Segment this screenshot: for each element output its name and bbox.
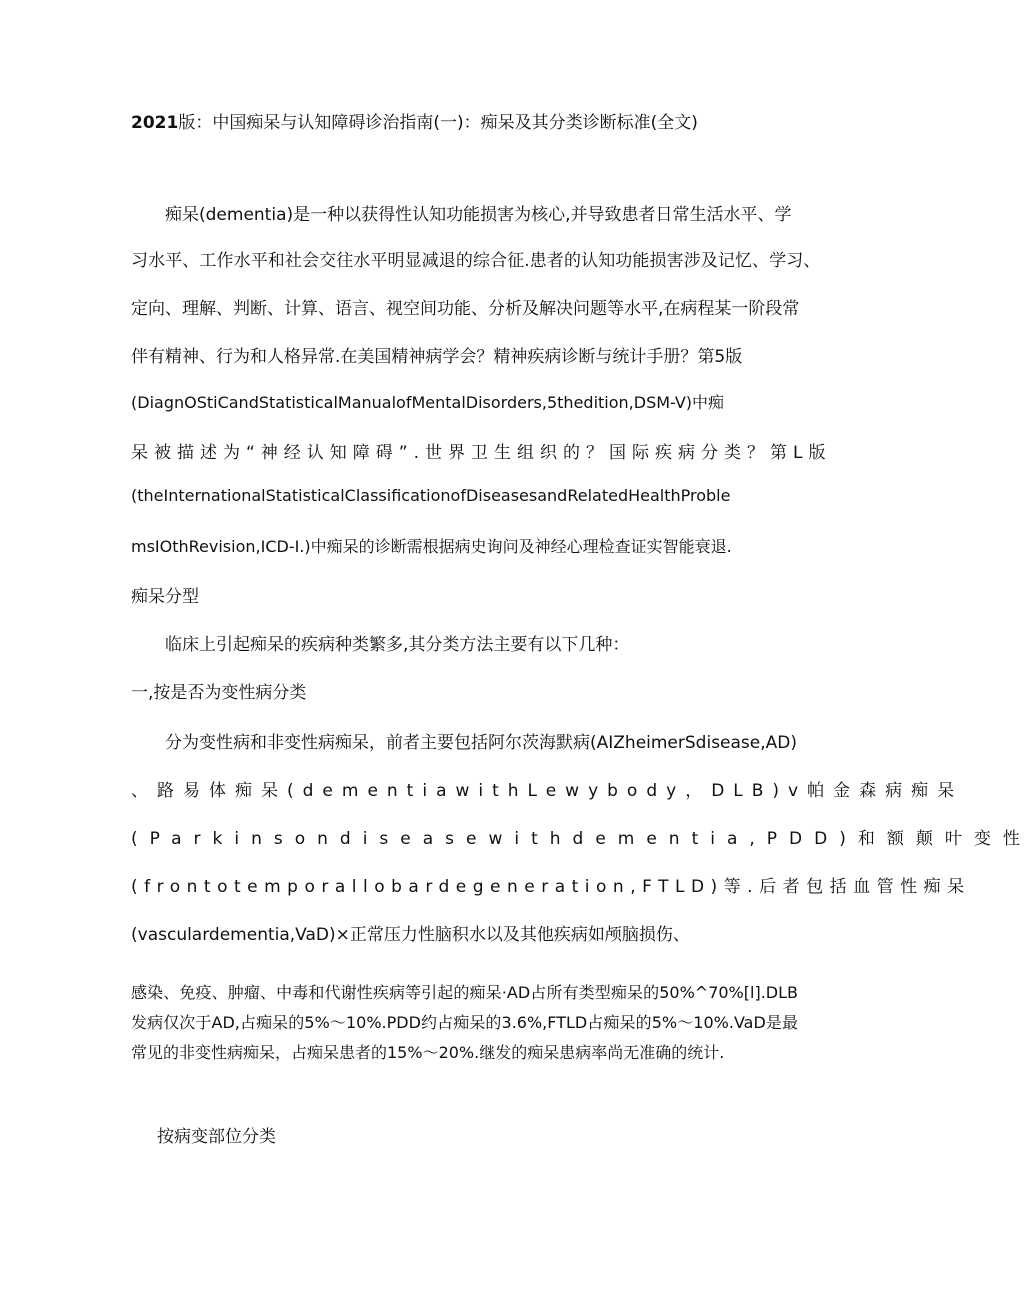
classify-intro: 临床上引起痴呆的疾病种类繁多,其分类方法主要有以下几种： [165,635,630,655]
intro-line: 定向、理解、判断、计算、语言、视空间功能、分析及解决问题等水平,在病程某一阶段常 [131,299,800,319]
degen-line: (frontotemporallobardegeneration,FTLD)等.后者包括血管性痴呆 [131,877,971,897]
document-title [131,108,698,133]
section-heading-location: 按病变部位分类 [157,1127,276,1147]
intro-line: 伴有精神、行为和人格异常.在美国精神病学会？精神疾病诊断与统计手册？第5版 [131,347,743,367]
stats-paragraph: 感染、免疫、肿瘤、中毒和代谢性疾病等引起的痴呆·AD占所有类型痴呆的50%^70%[l].DLB发病仅次于AD,占痴呆的5%〜10%.PDD约占痴呆的3.6%,FTLD占痴呆的5%〜10%.VaD是最常见的非变性病痴呆，占痴呆患者的15%〜20%.继发的痴呆患病率尚无准确的统计. [131,983,798,1062]
intro-line: 痴呆(dementia)是一种以获得性认知功能损害为核心,并导致患者日常生活水平、学 [165,205,792,225]
intro-line: (theInternationalStatisticalClassificationofDiseasesandRelatedHealthProble [131,486,731,505]
title-year: 2021 [131,113,179,133]
title-text: 版：中国痴呆与认知障碍诊治指南(一)：痴呆及其分类诊断标准(全文) [178,113,698,133]
degen-line: (Parkinsondiseasewithdementia,PDD)和额颠叶变性 [131,829,1032,849]
section-heading-types: 痴呆分型 [131,587,199,607]
degen-line: 分为变性病和非变性病痴呆，前者主要包括阿尔茨海默病(AIZheimerSdisease,AD) [165,733,797,753]
intro-line: 习水平、工作水平和社会交往水平明显减退的综合征.患者的认知功能损害涉及记忆、学习、 [131,251,821,271]
section-heading-degenerative: 一,按是否为变性病分类 [131,683,307,703]
intro-line: 呆被描述为“神经认知障碍”.世界卫生组织的？国际疾病分类？第L版 [131,443,832,463]
intro-line: (DiagnOStiCandStatisticalManualofMentalDisorders,5thedition,DSM-V)中痴 [131,393,725,412]
degen-line: (vasculardementia,VaD)×正常压力性脑积水以及其他疾病如颅脑损伤、 [131,925,690,945]
degen-line: 、路易体痴呆(dementiawithLewybody，DLB)v帕金森病痴呆 [131,781,964,801]
intro-line: msIOthRevision,ICD-I.)中痴呆的诊断需根据病史询问及神经心理检查证实智能衰退. [131,537,732,556]
